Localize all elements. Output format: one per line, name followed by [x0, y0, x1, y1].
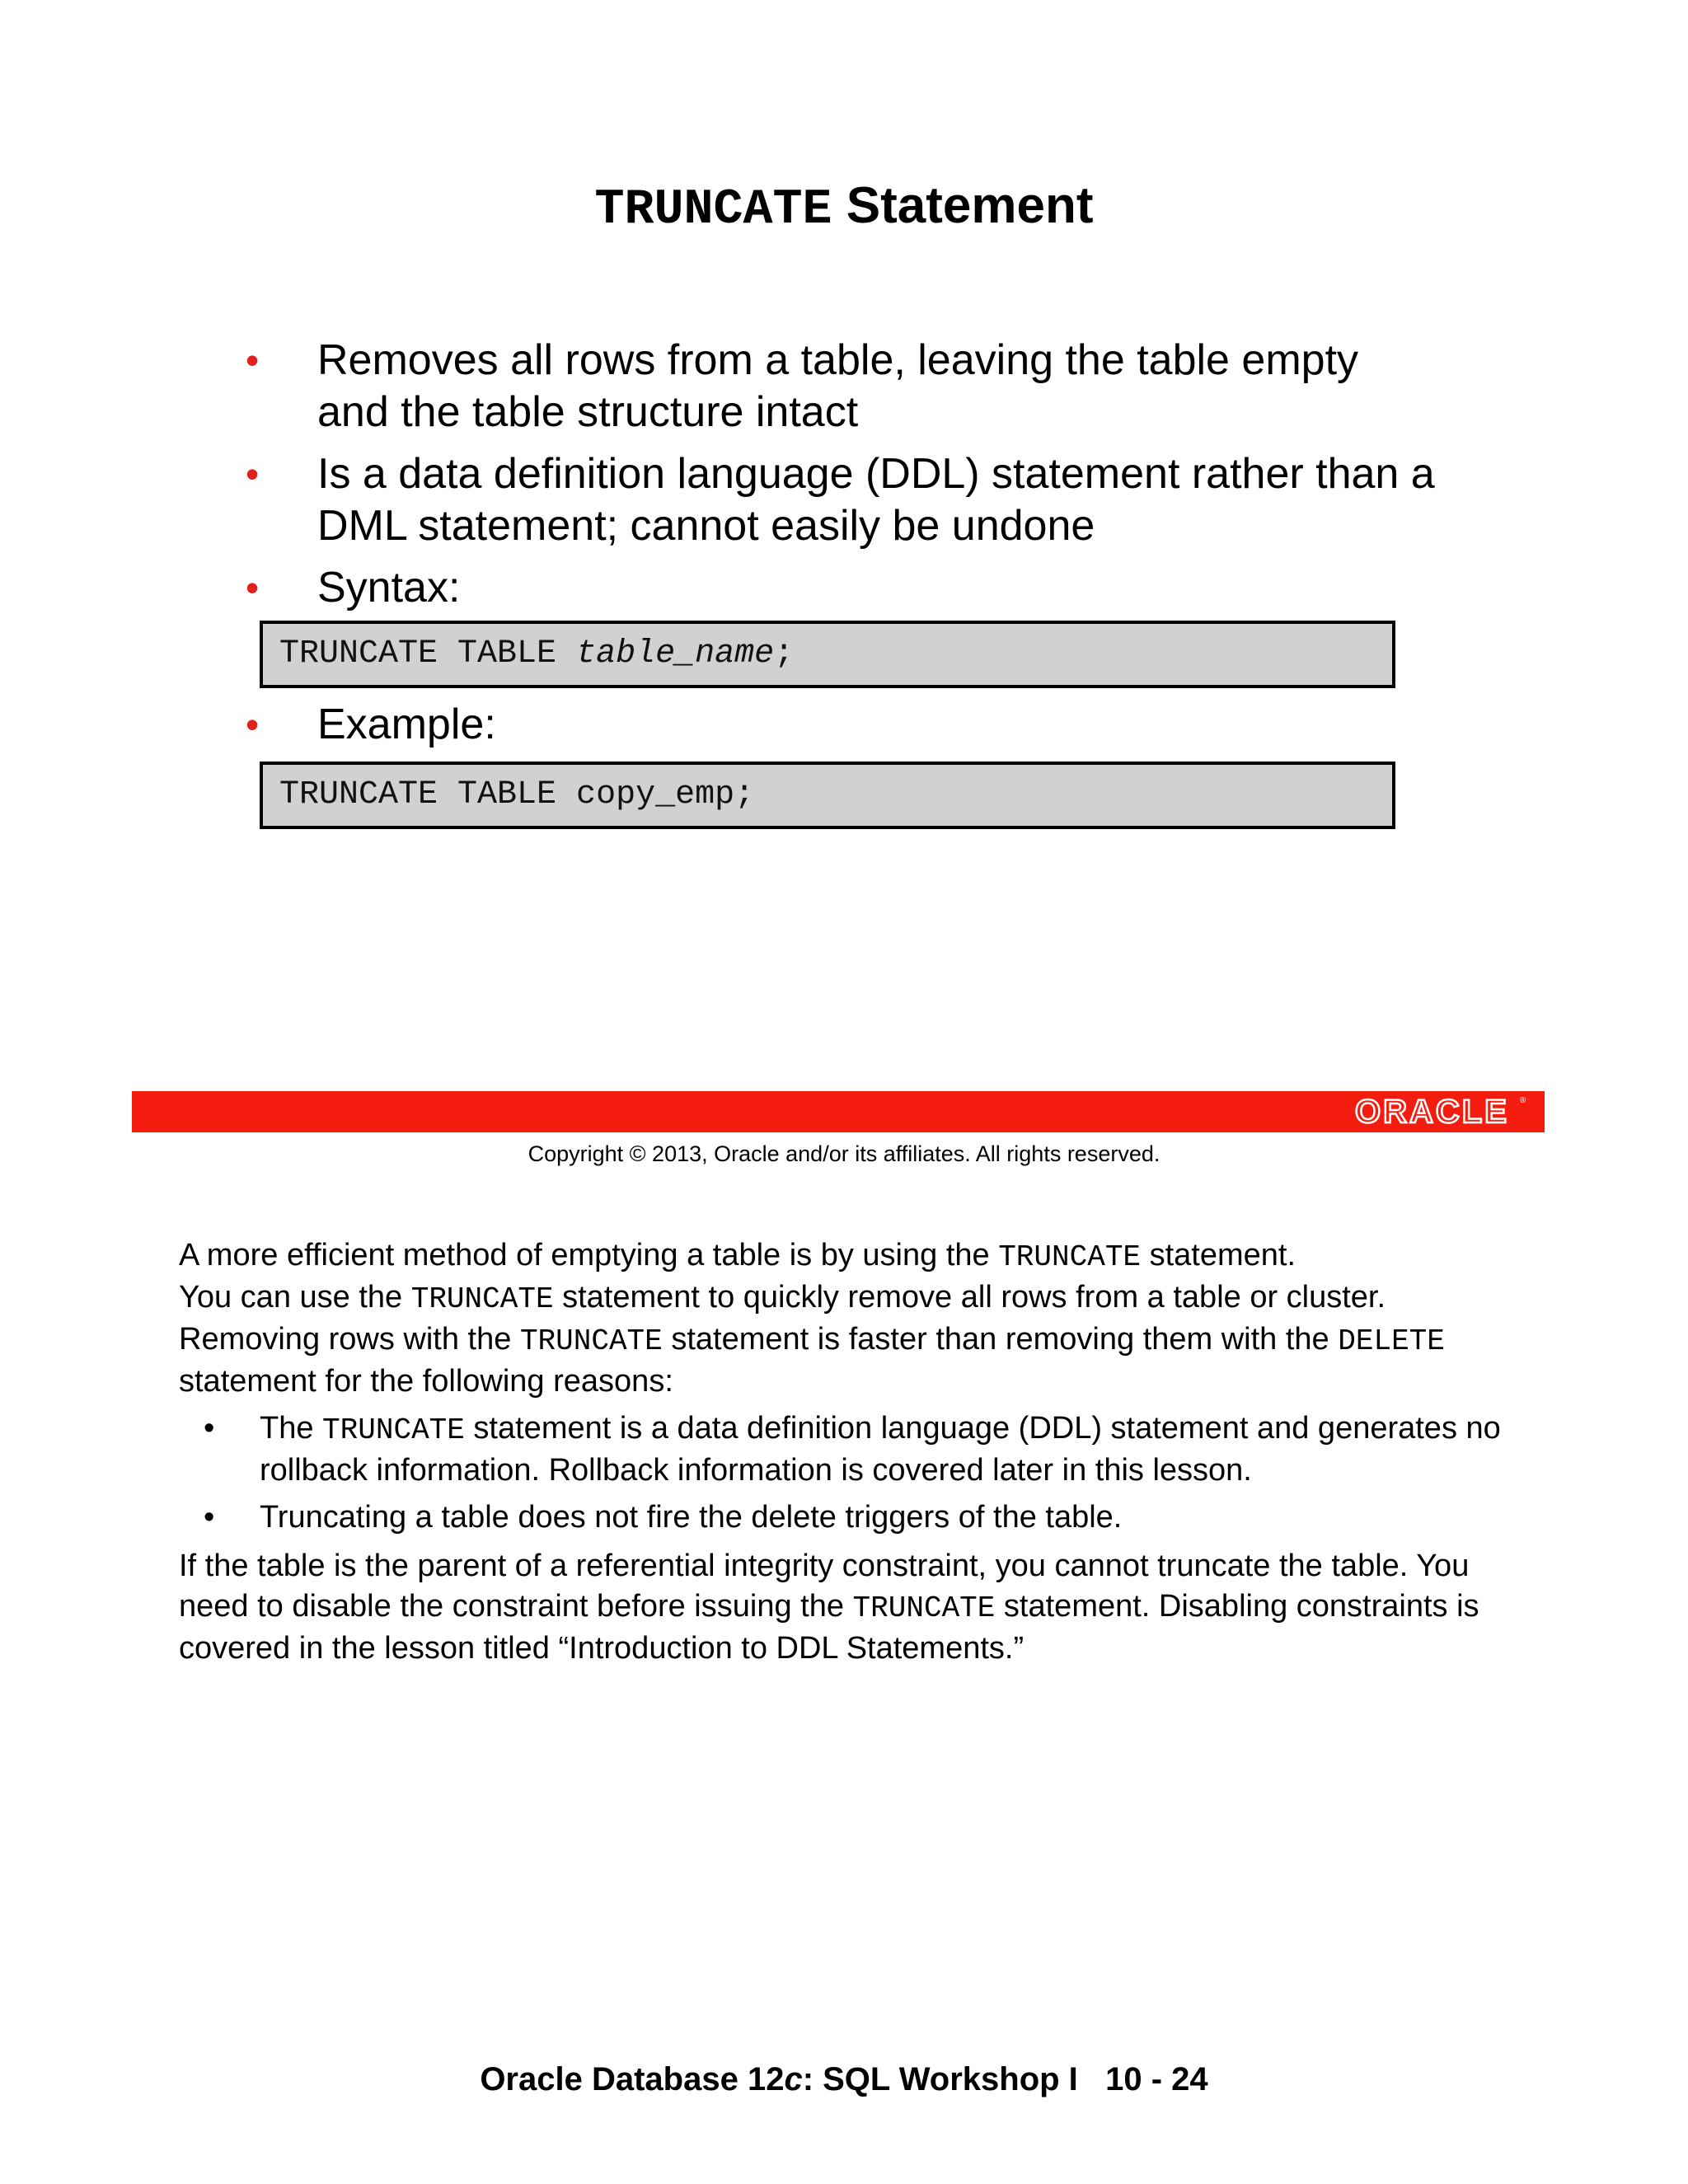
oracle-logo: ORACLE — [1355, 1094, 1509, 1130]
trademark-icon: ® — [1520, 1096, 1526, 1105]
notes-text: statement. — [1141, 1238, 1296, 1272]
notes-line-3 — [179, 1319, 1531, 1402]
syntax-keyword: TRUNCATE TABLE — [279, 635, 577, 673]
notes-line-1 — [179, 1235, 1531, 1277]
notes-list — [179, 1408, 1531, 1538]
slide-title-code: TRUNCATE — [594, 182, 832, 238]
list-item — [179, 1408, 1531, 1491]
example-code: TRUNCATE TABLE copy_emp; — [279, 776, 755, 813]
notes-code: TRUNCATE — [410, 1282, 554, 1316]
bullet-icon: • — [204, 1411, 215, 1446]
slide-title — [0, 175, 1688, 241]
notes-line-4 — [179, 1546, 1531, 1669]
footer-text: Oracle Database 12 — [480, 2061, 785, 2097]
bullet-icon: • — [246, 703, 260, 746]
copyright-text: Copyright © 2013, Oracle and/or its affiliates. All rights reserved. — [528, 1141, 1160, 1166]
bullet-icon: • — [246, 452, 260, 495]
bullet-2-line-1: Is a data definition language (DDL) statement rather than a — [317, 450, 1435, 498]
notes-text: You can use the — [179, 1280, 411, 1315]
notes-text: If the table is the parent of a referential integrity constraint, you cannot truncate the table. You need to disable the constraint before issuing the — [179, 1549, 1470, 1624]
notes-code: TRUNCATE — [322, 1413, 465, 1447]
syntax-end: ; — [774, 635, 795, 673]
bullet-icon: • — [204, 1500, 215, 1535]
bullet-icon: • — [246, 339, 260, 382]
notes-text: Truncating a table does not fire the delete triggers of the table. — [260, 1500, 1123, 1535]
notes-line-2 — [179, 1277, 1531, 1319]
notes-text: statement for the following reasons: — [179, 1364, 673, 1399]
syntax-param: table_name — [576, 635, 775, 673]
notes-code: TRUNCATE — [519, 1324, 663, 1358]
bullet-1-line-2: and the table structure intact — [317, 388, 859, 436]
list-item — [179, 1497, 1531, 1538]
bullet-1-line-1: Removes all rows from a table, leaving the table empty — [317, 336, 1359, 384]
page-footer — [0, 2059, 1688, 2100]
syntax-code — [279, 632, 794, 677]
notes-code: TRUNCATE — [998, 1240, 1142, 1274]
notes — [179, 1235, 1531, 1669]
syntax-code-box — [260, 621, 1395, 688]
notes-text: Removing rows with the — [179, 1322, 520, 1357]
bullet-1 — [317, 335, 1358, 438]
bullet-4: Example: — [317, 701, 496, 748]
oracle-banner — [132, 1091, 1545, 1132]
bullet-3: Syntax: — [317, 564, 461, 612]
notes-code: TRUNCATE — [852, 1591, 996, 1625]
slide-title-text: Statement — [832, 177, 1094, 234]
footer-text: : SQL Workshop I 10 - 24 — [802, 2061, 1208, 2097]
notes-text: A more efficient method of emptying a table is by using the — [179, 1238, 999, 1272]
notes-code: DELETE — [1338, 1324, 1445, 1358]
notes-text: statement is a data definition language (DDL) statement and generates no rollback information. Rollback information is covered later in this lesson. — [260, 1411, 1501, 1488]
bullet-icon: • — [246, 566, 260, 609]
bullet-2 — [317, 448, 1435, 552]
notes-text: statement is faster than removing them with the — [662, 1322, 1339, 1357]
notes-text: statement. Disabling constraints is covered in the lesson titled “Introduction to DDL Statements.” — [179, 1589, 1479, 1666]
notes-text: statement to quickly remove all rows from a table or cluster. — [553, 1280, 1386, 1315]
bullet-2-line-2: DML statement; cannot easily be undone — [317, 502, 1095, 550]
footer-text-italic: c — [784, 2061, 803, 2097]
example-code-box — [260, 762, 1395, 829]
notes-text: The — [260, 1411, 323, 1446]
